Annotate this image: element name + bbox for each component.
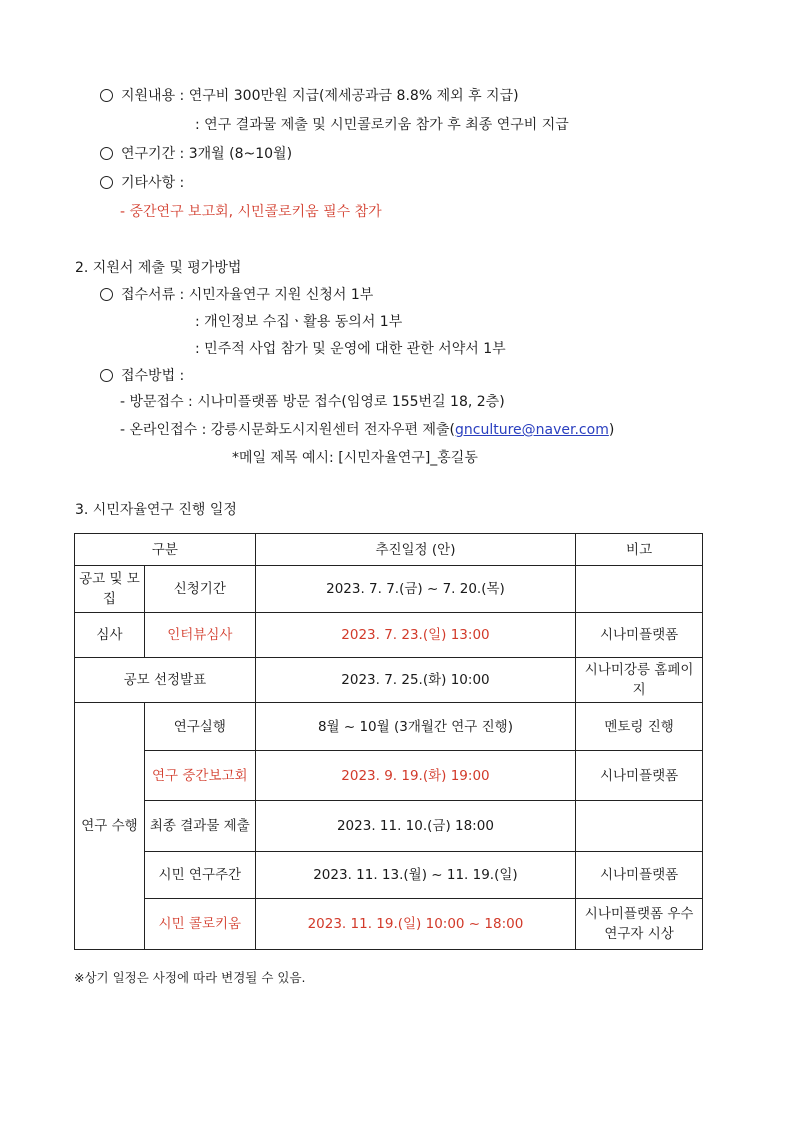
date-cell: 8월 ~ 10월 (3개월간 연구 진행) bbox=[255, 703, 575, 751]
support-content-label: 지원내용 bbox=[121, 88, 176, 104]
docs-label: 접수서류 bbox=[121, 287, 176, 303]
period-value: 3개월 (8~10월) bbox=[188, 146, 293, 162]
online-suffix: ) bbox=[608, 422, 615, 438]
circle-bullet-icon bbox=[100, 369, 113, 382]
online-label: - 온라인접수 : 강릉시문화도시지원센터 전자우편 제출( bbox=[120, 422, 456, 438]
visit-line: - 방문접수 : 시나미플랫폼 방문 접수(임영로 155번길 18, 2층) bbox=[120, 394, 505, 410]
group-cell: 연구 수행 bbox=[75, 703, 145, 950]
date-cell: 2023. 7. 23.(일) 13:00 bbox=[255, 613, 575, 658]
footnote: ※상기 일정은 사정에 따라 변경될 수 있음. bbox=[74, 970, 306, 985]
header-note: 비고 bbox=[576, 534, 703, 566]
item-cell: 최종 결과물 제출 bbox=[144, 801, 255, 852]
etc-value: - 중간연구 보고회, 시민콜로키움 필수 참가 bbox=[120, 204, 382, 220]
item-cell: 시민 연구주간 bbox=[144, 852, 255, 899]
group-cell: 공모 선정발표 bbox=[75, 658, 256, 703]
note-cell: 시나미플랫폼 bbox=[576, 613, 703, 658]
table-row bbox=[75, 801, 703, 852]
note-cell: 시나미플랫폼 bbox=[576, 852, 703, 899]
online-line bbox=[120, 420, 614, 440]
docs-line: 접수서류 : 시민자율연구 지원 신청서 1부 bbox=[100, 285, 373, 305]
note-cell: 시나미플랫폼 우수연구자 시상 bbox=[576, 899, 703, 950]
item-cell: 인터뷰심사 bbox=[144, 613, 255, 658]
item-cell: 연구실행 bbox=[144, 703, 255, 751]
header-category: 구분 bbox=[75, 534, 256, 566]
support-content-line: 지원내용 : 연구비 300만원 지급(제세공과금 8.8% 제외 후 지급) bbox=[100, 86, 519, 106]
doc-item: 시민자율연구 지원 신청서 1부 bbox=[188, 287, 374, 303]
date-cell: 2023. 9. 19.(화) 19:00 bbox=[255, 751, 575, 801]
item-cell: 시민 콜로키움 bbox=[144, 899, 255, 950]
note-cell bbox=[576, 801, 703, 852]
date-cell: 2023. 7. 7.(금) ~ 7. 20.(목) bbox=[255, 566, 575, 613]
date-cell: 2023. 11. 19.(일) 10:00 ~ 18:00 bbox=[255, 899, 575, 950]
date-cell: 2023. 7. 25.(화) 10:00 bbox=[255, 658, 575, 703]
section3-heading: 3. 시민자율연구 진행 일정 bbox=[75, 502, 237, 518]
schedule-table bbox=[74, 533, 703, 950]
support-content-value-2: 연구 결과물 제출 및 시민콜로키움 참가 후 최종 연구비 지급 bbox=[204, 117, 569, 133]
table-row bbox=[75, 658, 703, 703]
item-cell: 신청기간 bbox=[144, 566, 255, 613]
mail-example: *메일 제목 예시: [시민자율연구]_홍길동 bbox=[232, 450, 478, 466]
support-content-value: 연구비 300만원 지급(제세공과금 8.8% 제외 후 지급) bbox=[188, 88, 519, 104]
table-row bbox=[75, 852, 703, 899]
method-label: 접수방법 bbox=[121, 368, 176, 384]
note-cell bbox=[576, 566, 703, 613]
table-row bbox=[75, 703, 703, 751]
docs-line-2: : 개인정보 수집ㆍ활용 동의서 1부 bbox=[195, 314, 403, 330]
period-label: 연구기간 bbox=[121, 146, 176, 162]
item-cell: 연구 중간보고회 bbox=[144, 751, 255, 801]
circle-bullet-icon bbox=[100, 288, 113, 301]
group-cell: 심사 bbox=[75, 613, 145, 658]
date-cell: 2023. 11. 10.(금) 18:00 bbox=[255, 801, 575, 852]
period-line: 연구기간 : 3개월 (8~10월) bbox=[100, 144, 292, 164]
header-schedule: 추진일정 (안) bbox=[255, 534, 575, 566]
etc-label: 기타사항 bbox=[121, 175, 176, 191]
note-cell: 시나미플랫폼 bbox=[576, 751, 703, 801]
doc-item: 개인정보 수집ㆍ활용 동의서 1부 bbox=[204, 314, 403, 330]
circle-bullet-icon bbox=[100, 89, 113, 102]
etc-line: 기타사항 : bbox=[100, 173, 184, 193]
docs-line-3: : 민주적 사업 참가 및 운영에 대한 관한 서약서 1부 bbox=[195, 341, 506, 357]
table-header-row bbox=[75, 534, 703, 566]
group-cell: 공고 및 모집 bbox=[75, 566, 145, 613]
table-row bbox=[75, 899, 703, 950]
circle-bullet-icon bbox=[100, 147, 113, 160]
table-row bbox=[75, 613, 703, 658]
support-content-line-2: : 연구 결과물 제출 및 시민콜로키움 참가 후 최종 연구비 지급 bbox=[195, 117, 569, 133]
note-cell: 멘토링 진행 bbox=[576, 703, 703, 751]
email-link[interactable]: gnculture@naver.com bbox=[455, 422, 609, 438]
note-cell: 시나미강릉 홈페이지 bbox=[576, 658, 703, 703]
section2-heading: 2. 지원서 제출 및 평가방법 bbox=[75, 260, 242, 276]
method-line: 접수방법 : bbox=[100, 366, 184, 386]
table-row bbox=[75, 566, 703, 613]
circle-bullet-icon bbox=[100, 176, 113, 189]
table-row bbox=[75, 751, 703, 801]
doc-item: 민주적 사업 참가 및 운영에 대한 관한 서약서 1부 bbox=[204, 341, 506, 357]
date-cell: 2023. 11. 13.(월) ~ 11. 19.(일) bbox=[255, 852, 575, 899]
